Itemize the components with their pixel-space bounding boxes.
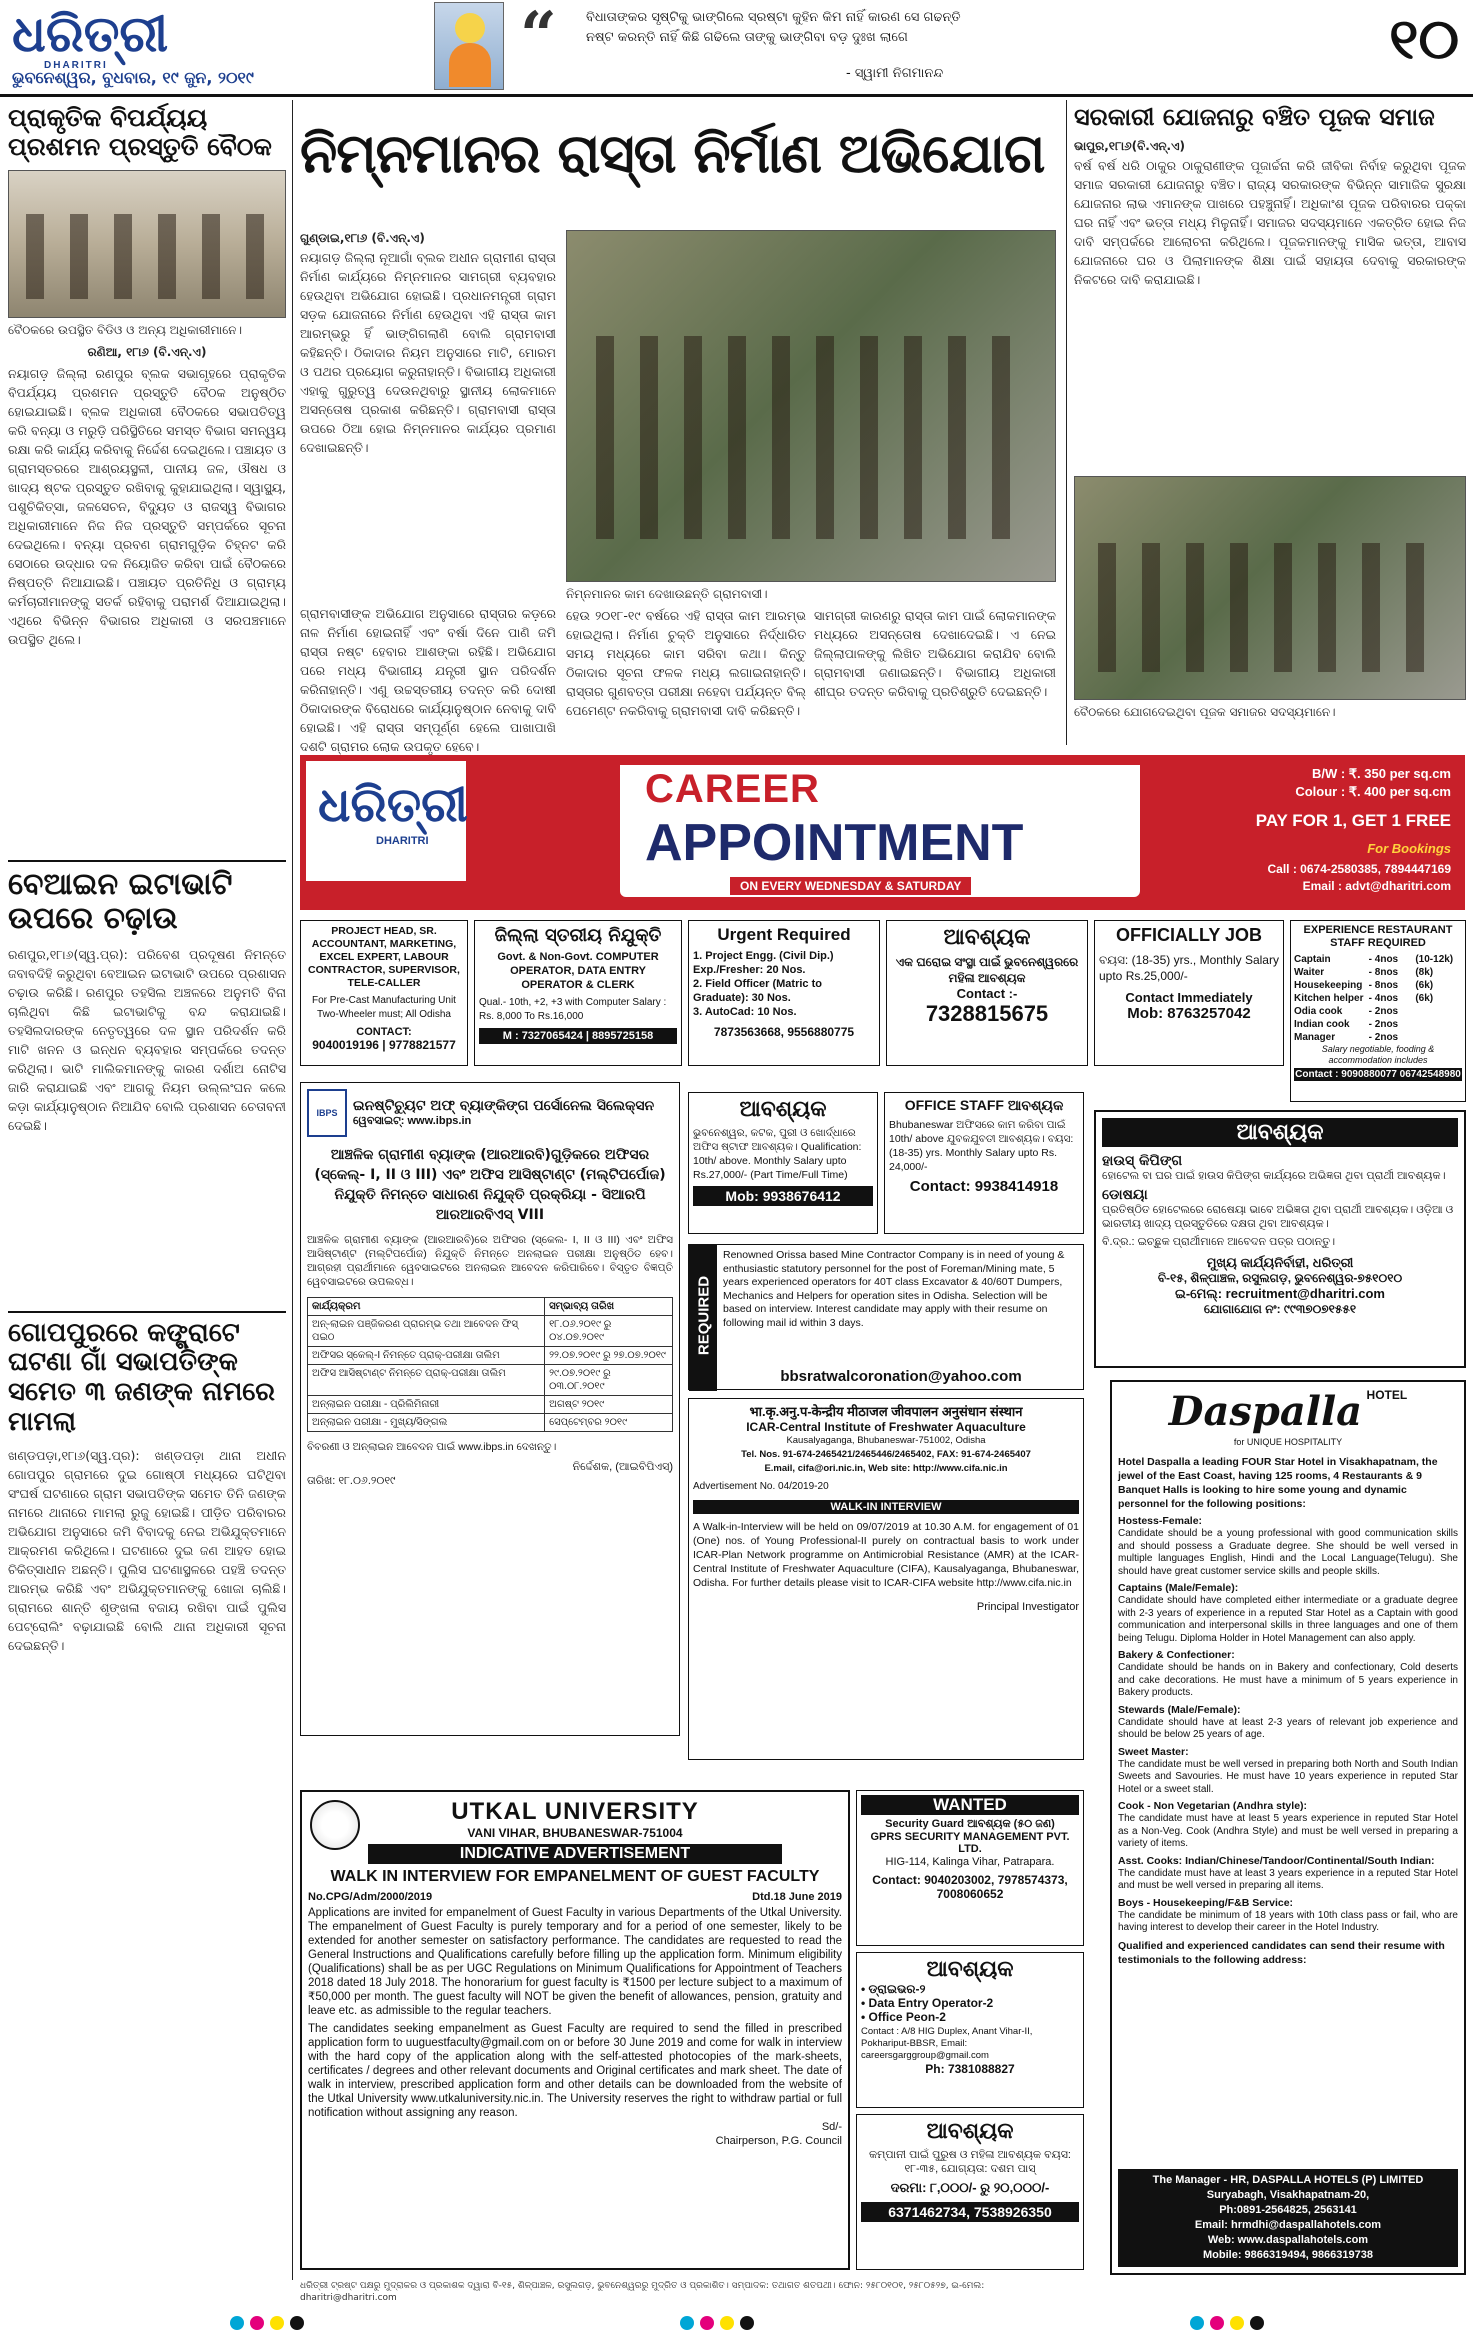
- position-title: Bakery & Confectioner:: [1118, 1649, 1235, 1661]
- staff-cell: Indian cook: [1294, 1019, 1350, 1030]
- staff-cell: - 2nos: [1368, 1032, 1399, 1043]
- road-photo: [566, 230, 1056, 582]
- classified-ad[interactable]: ଆବଶ୍ୟକ ଏକ ଘରୋଇ ସଂସ୍ଥା ପାଇଁ ଭୁବନେଶ୍ୱରରେ ମହିଳା ଆବଶ୍ୟକ Contact :- 7328815675: [886, 920, 1088, 1066]
- table-cell: ସେପ୍ଟେମ୍ବର ୨୦୧୯: [545, 1414, 673, 1432]
- mine-contractor-ad[interactable]: REQUIRED Renowned Orissa based Mine Contractor Company is in need of young & enthusiastic statutory personnel for the post of Foreman/Mining mate, 5 years experienced operators for 40T class Excavator & 40/60T Dumpers, Mechanics and Helpers for operation sites in Odisha. Selection will be based on interview. Interest candidate may apply with their resume on following mail id within 3 days. bbsratwalcoronation@yahoo.com: [688, 1244, 1084, 1390]
- lead-body: ନୟାଗଡ଼ ଜିଲ୍ଲା ନୂଆଗାଁ ବ୍ଲକ ଅଧୀନ ଗ୍ରାମୀଣ ରାସ୍ତା ନିର୍ମାଣ କାର୍ଯ୍ୟରେ ନିମ୍ନମାନର ସାମଗ୍ରୀ ବ୍ୟବହାର ହେଉଥିବା ଅଭିଯୋଗ ହୋଇଛି। ପ୍ରଧାନମନ୍ତ୍ରୀ ଗ୍ରାମ ସଡ଼କ ଯୋଜନାରେ ନିର୍ମାଣ ହେଉଥିବା ଏହି ରାସ୍ତା କାମ ଆରମ୍ଭରୁ ହିଁ ଭାଙ୍ଗିଗଲାଣି ବୋଲି ଗ୍ରାମବାସୀ କହିଛନ୍ତି। ଠିକାଦାର ନିୟମ ଅନୁସାରେ ମାଟି, ମୋରମ ଓ ପଥର ପ୍ରୟୋଗ କରୁନାହାନ୍ତି। ବିଭାଗୀୟ ଅଧିକାରୀ ଏହାକୁ ଗୁରୁତ୍ୱ ଦେଉନଥିବାରୁ ସ୍ଥାନୀୟ ଲୋକମାନେ ଅସନ୍ତୋଷ ପ୍ରକାଶ କରିଛନ୍ତି। ଗ୍ରାମବାସୀ ରାସ୍ତା ଉପରେ ଠିଆ ହୋଇ ନିମ୍ନମାନର କାର୍ଯ୍ୟର ପ୍ରମାଣ ଦେଖାଇଛନ୍ତି।: [300, 250, 556, 455]
- banner-career: CAREER: [645, 767, 820, 811]
- ibps-schedule-table: [307, 1297, 673, 1432]
- position-title: Stewards (Male/Female):: [1118, 1703, 1241, 1716]
- table-row: [308, 1298, 673, 1316]
- staff-cell: Manager: [1294, 1032, 1336, 1043]
- staff-row: [1294, 992, 1462, 1005]
- position-title: Captains (Male/Female):: [1118, 1582, 1239, 1594]
- staff-cell: [1415, 1031, 1462, 1044]
- position-description: The candidate must be well versed in preparing both North and South Indian Sweets and Savouries. He must have 10 years experience in reputed Star Hotel or a sweet stall.: [1118, 1758, 1458, 1795]
- career-appointment-banner: [300, 755, 1465, 910]
- staff-row: [1294, 1018, 1462, 1031]
- table-row: [308, 1414, 673, 1432]
- university-seal-icon: [310, 1800, 360, 1850]
- photo-caption: ନିମ୍ନମାନର କାମ ଦେଖାଉଛନ୍ତି ଗ୍ରାମବାସୀ।: [566, 587, 768, 601]
- lead-body: ହେଉ ୨୦୧୮-୧୯ ବର୍ଷରେ ଏହି ରାସ୍ତା କାମ ଆରମ୍ଭ ହୋଇଥିଲା। ନିର୍ମାଣ ଚୁକ୍ତି ଅନୁସାରେ ନିର୍ଦ୍ଧାରିତ ସମୟ ମଧ୍ୟରେ କାମ ସରିବା କଥା। କିନ୍ତୁ ଠିକାଦାର ସୂଚନା ଫଳକ ମଧ୍ୟ ଲଗାଇନାହାନ୍ତି। ରାସ୍ତାର ଗୁଣବତ୍ତା ପରୀକ୍ଷା ନହେବା ପର୍ଯ୍ୟନ୍ତ ବିଲ୍ ପେମେଣ୍ଟ ନକରିବାକୁ ଗ୍ରାମବାସୀ ଦାବି କରିଛନ୍ତି।: [566, 608, 806, 718]
- position-description: The candidate must have at least 5 years experience in reputed Star Hotel as a Non-Veg. Cook (Andhra Style) and must be well versed in preparing a variety of items.: [1118, 1813, 1458, 1849]
- banner-rates: B/W : ₹. 350 per sq.cm Colour : ₹. 400 per sq.cm: [1295, 766, 1451, 799]
- table-row: [308, 1396, 673, 1414]
- registration-marks: [680, 2316, 754, 2330]
- table-row: [308, 1316, 673, 1347]
- masthead: [0, 0, 1473, 96]
- lead-headline[interactable]: ନିମ୍ନମାନର ରାସ୍ତା ନିର୍ମାଣ ଅଭିଯୋଗ: [300, 122, 1045, 185]
- ibps-notice[interactable]: IBPS ଇନଷ୍ଟିଚ୍ୟୁଟ ଅଫ୍ ବ୍ୟାଙ୍କିଙ୍ଗ ପର୍ସୋନେଲ ସିଲେକ୍ସନ ୱେବସାଇଟ୍: www.ibps.in ଆଞ୍ଚଳିକ ଗ୍ରାମୀଣ ବ୍ୟାଙ୍କ (ଆରଆରବି)ଗୁଡ଼ିକରେ ଅଫିସର (ସ୍କେଲ୍- I, II ଓ III) ଏବଂ ଅଫିସ ଆସିଷ୍ଟାଣ୍ଟ (ମଲ୍ଟିପର୍ପୋଜ) ନିଯୁକ୍ତି ନିମନ୍ତେ ସାଧାରଣ ନିଯୁକ୍ତି ପ୍ରକ୍ରିୟା - ସିଆରପି ଆରଆରବିଏସ୍ VIII ଆଞ୍ଚଳିକ ଗ୍ରାମୀଣ ବ୍ୟାଙ୍କ (ଆରଆରବି)ରେ ଅଫିସର (ସ୍କେଲ- I, II ଓ III) ଏବଂ ଅଫିସ ଆସିଷ୍ଟାଣ୍ଟ (ମଲ୍ଟିପର୍ପୋଜ) ନିଯୁକ୍ତି ନିମନ୍ତେ ଅନଲାଇନ ପରୀକ୍ଷା ଅନୁଷ୍ଠିତ ହେବ। ଆଗ୍ରହୀ ପ୍ରାର୍ଥୀମାନେ ୱେବସାଇଟରେ ଅନଲାଇନ ଆବେଦନ କରିପାରିବେ। ବିସ୍ତୃତ ବିଜ୍ଞପ୍ତି ୱେବସାଇଟରେ ଉପଲବ୍ଧ। କାର୍ଯ୍ୟକ୍ରମ ସମ୍ଭାବ୍ୟ ତାରିଖ ଅନ୍-ଲାଇନ ପଞ୍ଜିକରଣ ପ୍ରାରମ୍ଭ ତଥା ଆବେଦନ ଫିସ୍ ପଇଠ ୧୮.୦୬.୨୦୧୯ ରୁ ୦୪.୦୭.୨୦୧୯ ଅଫିସର ସ୍କେଲ୍-I ନିମନ୍ତେ ପ୍ରାକ୍-ପରୀକ୍ଷା ତାଲିମ ୨୨.୦୭.୨୦୧୯ ରୁ ୨୭.୦୭.୨୦୧୯ ଅଫିସ ଆସିଷ୍ଟାଣ୍ଟ ନିମନ୍ତେ ପ୍ରାକ୍-ପରୀକ୍ଷା ତାଲିମ ୨୯.୦୭.୨୦୧୯ ରୁ ୦୩.୦୮.୨୦୧୯ ଅନ୍‌ଲାଇନ ପରୀକ୍ଷା - ପ୍ରିଲିମିନାରୀ ଅଗଷ୍ଟ ୨୦୧୯ ଅନ୍‌ଲାଇନ ପରୀକ୍ଷା - ମୁଖ୍ୟ/ସିଙ୍ଗଲ ସେପ୍ଟେମ୍ବର ୨୦୧୯ ବିବରଣୀ ଓ ଅନ୍ଲାଇନ ଆବେଦନ ପାଇଁ www.ibps.in ଦେଖନ୍ତୁ। ନିର୍ଦ୍ଦେଶକ, (ଆଇବିପିଏସ୍) ତାରିଖ: ୧୮.୦୬.୨୦୧୯: [300, 1082, 680, 1736]
- banner-offer: PAY FOR 1, GET 1 FREE: [1255, 811, 1451, 830]
- banner-contact: Call : 0674-2580385, 7894447169 Email : advt@dharitri.com: [1267, 862, 1451, 893]
- story-dateline: ରଣିଆ, ୧୮ା୬ (ବି.ଏନ୍.ଏ): [87, 344, 207, 359]
- staff-cell: Waiter: [1294, 967, 1325, 978]
- staff-cell: - 2nos: [1368, 1019, 1399, 1030]
- table-cell: ଅନ୍‌ଲାଇନ ପରୀକ୍ଷା - ମୁଖ୍ୟ/ସିଙ୍ଗଲ: [308, 1414, 545, 1432]
- table-cell: ସମ୍ଭାବ୍ୟ ତାରିଖ: [545, 1298, 673, 1316]
- position-description: The candidate must have at least 3 years experience in a reputed Star Hotel and must be well versed in preparing all items.: [1118, 1867, 1458, 1891]
- registration-marks: [1190, 2316, 1264, 2330]
- staff-cell: - 8nos: [1368, 967, 1399, 978]
- staff-cell: (6k): [1415, 993, 1434, 1004]
- staff-cell: - 4nos: [1368, 993, 1399, 1004]
- story-headline[interactable]: ବେଆଇନ ଇଟାଭାଟି ଉପରେ ଚଢ଼ାଉ: [8, 866, 233, 936]
- story-headline[interactable]: ଗୋପପୁରରେ କଙ୍ଗ୍ରାଟେ ଘଟଣା ଗାଁ ସଭାପତିଙ୍କ ସମେତ ୩ ଜଣଙ୍କ ନାମରେ ମାମଲା: [8, 1317, 276, 1438]
- table-cell: ଅଫିସ ଆସିଷ୍ଟାଣ୍ଟ ନିମନ୍ତେ ପ୍ରାକ୍-ପରୀକ୍ଷା ତାଲିମ: [308, 1365, 545, 1396]
- dharitri-recruitment-ad[interactable]: ଆବଶ୍ୟକ ହାଉସ୍ କିପିଙ୍ଗ ହୋଟେଲ ବା ଘର ପାଇଁ ହାଉସ କିପିଙ୍ଗ କାର୍ଯ୍ୟରେ ଅଭିଜ୍ଞତା ଥିବା ପ୍ରାର୍ଥୀ ଆବଶ୍ୟକ। ଡୋଷୟା ପ୍ରତିଷ୍ଠିତ ହୋଟେଲରେ ରୋଷେୟା ଭାବେ ଅଭିଜ୍ଞତା ଥିବା ପ୍ରାର୍ଥୀ ଆବଶ୍ୟକ। ଓଡ଼ିଆ ଓ ଭାରତୀୟ ଖାଦ୍ୟ ପ୍ରସ୍ତୁତିରେ ଦକ୍ଷତା ଥିବା ଆବଶ୍ୟକ। ବି.ଦ୍ର.: ଇଚ୍ଛୁକ ପ୍ରାର୍ଥୀମାନେ ଆବେଦନ ପତ୍ର ପଠାନ୍ତୁ। ମୁଖ୍ୟ କାର୍ଯ୍ୟନିର୍ବାହୀ, ଧରିତ୍ରୀ ବି-୧୫, ଶିଳ୍ପାଞ୍ଚଳ, ରସୁଲଗଡ଼, ଭୁବନେଶ୍ୱର-୭୫୧୦୧୦ ଇ-ମେଲ୍: recruitment@dharitri.com ଯୋଗାଯୋଗ ନଂ: ୯୯୩୭୦୭୧୫୫୧: [1094, 1110, 1466, 1368]
- ibps-logo-icon: IBPS: [307, 1089, 347, 1137]
- position-description: Candidate should have completed either intermediate or a graduate degree with 2-3 years of experience in a reputed Star Hotel as a Captain with good communication and interpersonal skills in three languages and one of them being Telugu. Diploma Holder in Hotel Management can also apply.: [1118, 1595, 1458, 1644]
- lead-body: ସାମଗ୍ରୀ କାରଣରୁ ରାସ୍ତା କାମ ପାଇଁ ଲୋକମାନଙ୍କ ମଧ୍ୟରେ ଅସନ୍ତୋଷ ଦେଖାଦେଇଛି। ଏ ନେଇ ଜିଲ୍ଲାପାଳଙ୍କୁ ଲିଖିତ ଅଭିଯୋଗ କରାଯିବ ବୋଲି ଗ୍ରାମବାସୀ ଜଣାଇଛନ୍ତି। ବିଭାଗୀୟ ଅଧିକାରୀ ଶୀଘ୍ର ତଦନ୍ତ କରିବାକୁ ପ୍ରତିଶ୍ରୁତି ଦେଇଛନ୍ତି।: [814, 608, 1056, 699]
- registration-marks: [230, 2316, 304, 2330]
- staff-cell: [1415, 1005, 1462, 1018]
- classified-ad[interactable]: Urgent Required 1. Project Engg. (Civil Dip.) Exp./Fresher: 20 Nos. 2. Field Officer (Matric to Graduate): 30 Nos. 3. AutoCad: 10 Nos. 7873563668, 9556880775: [688, 920, 880, 1066]
- table-cell: ଅନ୍-ଲାଇନ ପଞ୍ଜିକରଣ ପ୍ରାରମ୍ଭ ତଥା ଆବେଦନ ଫିସ୍ ପଇଠ: [308, 1316, 545, 1347]
- banner-bookings-label: For Bookings: [1367, 841, 1451, 856]
- banner-logo[interactable]: ଧରିତ୍ରୀ DHARITRI: [306, 761, 466, 881]
- position-description: The candidate be minimum of 18 years with 10th class pass or fail, who are having interest to develop their career in the Hotel Industry.: [1118, 1909, 1458, 1933]
- dateline: ଭୁବନେଶ୍ୱର, ବୁଧବାର, ୧୯ ଜୁନ, ୨୦୧୯: [12, 68, 254, 87]
- classified-ad[interactable]: OFFICE STAFF ଆବଶ୍ୟକ Bhubaneswar ଅଫିସରେ କାମ କରିବା ପାଇଁ 10th/ above ଯୁବକଯୁବତୀ ଆବଶ୍ୟକ। ବୟସ: (18-35) yrs. Monthly Salary upto Rs. 24,000/- Contact: 9938414918: [884, 1092, 1084, 1234]
- staff-cell: (10-12k): [1415, 954, 1454, 965]
- position-title: Boys - Housekeeping/F&B Service:: [1118, 1896, 1294, 1909]
- table-cell: ଅଗଷ୍ଟ ୨୦୧୯: [545, 1396, 673, 1414]
- classified-ad[interactable]: EXPERIENCE RESTAURANT STAFF REQUIRED Captain - 4nos (10-12k) Waiter - 8nos (8k) Housekeeping - 8nos (6k) Kitchen helper - 4nos (6k) Odia cook - 2nos Indian cook - 2nos Manager - 2nos Salary negotiable, fooding & accommodation includes Contact : 9090880077 06742548980: [1290, 920, 1466, 1102]
- newspaper-logo[interactable]: ଧରିତ୍ରୀ DHARITRI: [12, 4, 169, 71]
- staff-cell: Housekeeping: [1294, 980, 1363, 991]
- page-number: ୧୦: [1389, 7, 1459, 72]
- classified-ad[interactable]: PROJECT HEAD, SR. ACCOUNTANT, MARKETING, EXCEL EXPERT, LABOUR CONTRACTOR, SUPERVISOR, TELE-CALLER For Pre-Cast Manufacturing Unit Two-Wheeler must; All Odisha CONTACT: 9040019196 | 9778821577: [300, 920, 468, 1066]
- position-title: Sweet Master:: [1118, 1745, 1189, 1758]
- table-cell: ଅନ୍‌ଲାଇନ ପରୀକ୍ଷା - ପ୍ରିଲିମିନାରୀ: [308, 1396, 545, 1414]
- classified-ad[interactable]: ଆବଶ୍ୟକ • ଡ୍ରାଇଭର-୨ • Data Entry Operator-2 • Office Peon-2 Contact : A/8 HIG Duplex, Anant Vihar-II, Pokhariput-BBSR, Email: careersgarggroup@gmail.com Ph: 7381088827: [856, 1952, 1084, 2108]
- staff-row: [1294, 966, 1462, 979]
- photo-caption: ବୈଠକରେ ଉପସ୍ଥିତ ବିଡିଓ ଓ ଅନ୍ୟ ଅଧିକାରୀମାନେ।: [8, 322, 242, 337]
- meeting-photo: [1074, 476, 1466, 700]
- staff-row: [1294, 1005, 1462, 1018]
- saint-portrait: [434, 2, 504, 90]
- banner-schedule: ON EVERY WEDNESDAY & SATURDAY: [730, 877, 971, 895]
- story-headline[interactable]: ପ୍ରାକୃତିକ ବିପର୍ଯ୍ୟୟ ପ୍ରଶମନ ପ୍ରସ୍ତୁତି ବୈଠକ: [8, 103, 272, 161]
- table-cell: ୨୨.୦୭.୨୦୧୯ ରୁ ୨୭.୦୭.୨୦୧୯: [545, 1347, 673, 1365]
- story-body: ରଣପୁର,୧୮ା୬(ସ୍ୱ.ପ୍ର): ପରିବେଶ ପ୍ରଦୂଷଣ ନିମନ୍ତେ ଜବାବଦିହି କରୁଥିବା ବେଆଇନ ଇଟାଭାଟି ଉପରେ ପ୍ରଶାସନ ଚଢ଼ାଉ କରିଛି। ରଣପୁର ତହସିଲ ଅଞ୍ଚଳରେ ଅନୁମତି ବିନା ଚାଲିଥିବା କିଛି ଇଟାଭାଟିକୁ ବନ୍ଦ କରାଯାଇଛି। ତହସିଲଦାରଙ୍କ ନେତୃତ୍ୱରେ ଦଳ ସ୍ଥାନ ପରିଦର୍ଶନ କରି ମାଟି ଖନନ ଓ ଇନ୍ଧନ ବ୍ୟବହାର ସମ୍ପର୍କରେ ତଦନ୍ତ କରିଥିଲା। ଭାଟି ମାଲିକମାନଙ୍କୁ କାରଣ ଦର୍ଶାଅ ନୋଟିସ ଜାରି କରାଯାଇଛି ଏବଂ ଆଗକୁ ନିୟମ ଉଲ୍ଲଂଘନ କଲେ କଡ଼ା କାର୍ଯ୍ୟାନୁଷ୍ଠାନ ନିଆଯିବ ବୋଲି ପ୍ରଶାସନ ଚେତାବନୀ ଦେଇଛି।: [8, 946, 286, 1133]
- position-title: Asst. Cooks: Indian/Chinese/Tandoor/Continental/South Indian:: [1118, 1854, 1435, 1867]
- story-body: ବର୍ଷ ବର୍ଷ ଧରି ଠାକୁର ଠାକୁରାଣୀଙ୍କ ପୂଜାର୍ଚ୍ଚନା କରି ଜୀବିକା ନିର୍ବାହ କରୁଥିବା ପୂଜକ ସମାଜ ସରକାରୀ ଯୋଜନାରୁ ବଞ୍ଚିତ। ରାଜ୍ୟ ସରକାରଙ୍କ ବିଭିନ୍ନ ସାମାଜିକ ସୁରକ୍ଷା ଯୋଜନାର ଲାଭ ଏମାନଙ୍କ ପାଖରେ ପହଞ୍ଚୁନାହିଁ। ଅଧିକାଂଶ ପୂଜକ ପରିବାରର ପକ୍କା ଘର ନାହିଁ ଏବଂ ଭତ୍ତା ମଧ୍ୟ ମିଳୁନାହିଁ। ସମାଜର ସଦସ୍ୟମାନେ ଏକତ୍ରିତ ହୋଇ ନିଜ ଦାବି ସମ୍ପର୍କରେ ଆଲୋଚନା କରିଥିଲେ। ପୂଜକମାନଙ୍କୁ ମାସିକ ଭତ୍ତା, ଆବାସ ଯୋଜନାରେ ଘର ଓ ପିଲାମାନଙ୍କ ଶିକ୍ଷା ପାଇଁ ସହାୟତା ଦେବାକୁ ସରକାରଙ୍କ ନିକଟରେ ଦାବି କରାଯାଇଛି।: [1074, 157, 1466, 287]
- lead-body: ଗ୍ରାମବାସୀଙ୍କ ଅଭିଯୋଗ ଅନୁସାରେ ରାସ୍ତାର କଡ଼ରେ ନାଳ ନିର୍ମାଣ ହୋଇନାହିଁ ଏବଂ ବର୍ଷା ଦିନେ ପାଣି ଜମି ରାସ୍ତା ନଷ୍ଟ ହେବାର ଆଶଙ୍କା ରହିଛି। ଅଭିଯୋଗ ପରେ ମଧ୍ୟ ବିଭାଗୀୟ ଯନ୍ତ୍ରୀ ସ୍ଥାନ ପରିଦର୍ଶନ କରିନାହାନ୍ତି। ଏଣୁ ଉଚ୍ଚସ୍ତରୀୟ ତଦନ୍ତ କରି ଦୋଷୀ ଠିକାଦାରଙ୍କ ବିରୋଧରେ କାର୍ଯ୍ୟାନୁଷ୍ଠାନ ନେବାକୁ ଦାବି ହୋଇଛି। ଏହି ରାସ୍ତା ସମ୍ପୂର୍ଣ୍ଣ ହେଲେ ପାଖାପାଖି ଦଶଟି ଗ୍ରାମର ଲୋକ ଉପକୃତ ହେବେ।: [300, 606, 556, 754]
- table-cell: କାର୍ଯ୍ୟକ୍ରମ: [308, 1298, 545, 1316]
- printer-imprint: ଧରିତ୍ରୀ ଟ୍ରଷ୍ଟ ପକ୍ଷରୁ ମୁଦ୍ରାକର ଓ ପ୍ରକାଶକ ଦ୍ୱାରା ବି-୧୫, ଶିଳ୍ପାଞ୍ଚଳ, ରସୁଲଗଡ଼, ଭୁବନେଶ୍ୱରରୁ ମୁଦ୍ରିତ ଓ ପ୍ରକାଶିତ। ସମ୍ପାଦକ: ତଥାଗତ ଶତପଥୀ। ଫୋନ: ୨୫୮୦୧୦୧, ୨୫୮୦୫୨୭, ଇ-ମେଲ: dharitri@dharitri.com: [300, 2281, 985, 2303]
- table-row: [308, 1347, 673, 1365]
- position-title: Cook - Non Vegetarian (Andhra style):: [1118, 1800, 1308, 1812]
- position-description: Candidate should be a young professional with good communication skills and should possess a Graduate degree. She should be well versed in multiple languages English, Hindi and the Local Language(Telugu). She should have great customer service skills and people skills.: [1118, 1528, 1458, 1577]
- utkal-university-ad[interactable]: UTKAL UNIVERSITY VANI VIHAR, BHUBANESWAR-751004 INDICATIVE ADVERTISEMENT WALK IN INTERVIEW FOR EMPANELMENT OF GUEST FACULTY No.CPG/Adm/2000/2019 Dtd.18 June 2019 Applications are invited for empanelment of Guest Faculty in various Departments of the Utkal University. The empanelment of Guest Faculty is purely temporary and for a period of one semester, likely to be extended for another semester on satisfactory performance. The candidates are requested to read the General Instructions and Qualifications carefully before filling up the application form. Minimum eligibility (Qualifications) shall be as per UGC Regulations on Minimum Qualifications for Appointment of Teachers 2018 dated 18 July 2018. The honorarium for guest faculty is ₹1500 per lecture subject to a maximum of ₹50,000 per month. The guest faculty will NOT be given the benefit of allowances, pension, gratuity and leave etc. as admissible to the regular teachers. The candidates seeking empanelment as Guest Faculty are required to send the filled in prescribed application form to uuguestfaculty@gmail.com on or before 30 June 2019 and come for walk in interview with the hard copy of the application along with the self-attested photocopies of the mark-sheets, certificates / degrees and other relevant documents and Original certificates and mark sheet. The date of walk in interview, prescribed application form and other details can be downloaded from the website of the Utkal University www.utkaluniversity.nic.in. The University reserves the right to withdraw partial or full notification without assigning any reason. Sd/- Chairperson, P.G. Council: [300, 1790, 850, 2270]
- staff-cell: (6k): [1415, 980, 1434, 991]
- classified-ad[interactable]: ଆବଶ୍ୟକ ଭୁବନେଶ୍ୱର, କଟକ, ପୁରୀ ଓ ଖୋର୍ଦ୍ଧାରେ ଅଫିସ ଷ୍ଟାଫ ଆବଶ୍ୟକ। Qualification: 10th/ above. Monthly Salary upto Rs.27,000/- (Part Time/Full Time) Mob: 9938676412: [688, 1092, 878, 1234]
- icar-cifa-notice[interactable]: भा.कृ.अनु.प-केन्द्रीय मीठाजल जीवपालन अनुसंधान संस्थान ICAR-Central Institute of Freshwater Aquaculture Kausalyaganga, Bhubaneswar-751002, Odisha Tel. Nos. 91-674-2465421/2465446/2465402, FAX: 91-674-2465407 E.mail, cifa@ori.nic.in, Web site: http://www.cifa.nic.in Advertisement No. 04/2019-20 WALK-IN INTERVIEW A Walk-in-Interview will be held on 09/07/2019 at 10.30 A.M. for engagement of 01 (One) nos. of Young Professional-II purely on contractual basis to work under ICAR-Plan Network programme on Antimicrobial Resistance (AMR) at the ICAR-Central Institute of Freshwater Aquaculture (CIFA), Kausalyaganga, Bhubaneswar, Odisha. For further details please visit to ICAR-CIFA website http://www.cifa.nic.in Principal Investigator: [688, 1398, 1084, 1760]
- classified-ad[interactable]: WANTED Security Guard ଆବଶ୍ୟକ (୫୦ ଜଣ) GPRS SECURITY MANAGEMENT PVT. LTD. HIG-114, Kalinga Vihar, Patrapara. Contact: 9040203002, 7978574373, 7008060652: [856, 1790, 1084, 1946]
- lead-story: [300, 104, 1060, 754]
- story-dateline: ଭାପୁର,୧୮ା୬(ବି.ଏନ୍.ଏ): [1074, 138, 1186, 153]
- staff-list: [1294, 953, 1462, 1044]
- staff-cell: - 8nos: [1368, 980, 1399, 991]
- classified-ad[interactable]: ଜିଲ୍ଲା ସ୍ତରୀୟ ନିଯୁକ୍ତି Govt. & Non-Govt. COMPUTER OPERATOR, DATA ENTRY OPERATOR & CLERK Qual.- 10th, +2, +3 with Computer Salary : Rs. 8,000 To Rs.16,000 M : 7327065424 | 8895725158: [474, 920, 682, 1066]
- photo-caption: ବୈଠକରେ ଯୋଗଦେଇଥିବା ପୂଜକ ସମାଜର ସଦସ୍ୟମାନେ।: [1074, 704, 1336, 719]
- quote-text: ବିଧାତାଙ୍କର ସୃଷ୍ଟିକୁ ଭାଙ୍ଗିଲେ ସ୍ରଷ୍ଟା କୁହିନ କିମ ନାହିଁ କାରଣ ସେ ଗଢନ୍ତି ନଷ୍ଟ କରନ୍ତି ନାହିଁ କିଛି ଗଢିଲେ ତାଙ୍କୁ ଭାଙ୍ଗିବା ବଡ଼ ଦୁଃଖ ଲାଗେ: [586, 10, 961, 45]
- story-headline[interactable]: ସରକାରୀ ଯୋଜନାରୁ ବଞ୍ଚିତ ପୂଜକ ସମାଜ: [1074, 103, 1435, 131]
- daspalla-hotel-ad[interactable]: Daspalla $^{HOTEL}$ for UNIQUE HOSPITALITY Hotel Daspalla a leading FOUR Star Hotel in Visakhapatnam, the jewel of the East Coast, having 125 rooms, 4 Restaurants & 9 Banquet Halls is looking to hire some young and dynamic personnel for the following positions: Hostess-Female: Candidate should be a young professional with good communication skills and should possess a Graduate degree. She should be well versed in multiple languages English, Hindi and the Local Language(Telugu). She should have great customer service skills and people skills. Captains (Male/Female): Candidate should have completed either intermediate or a graduate degree with 2-3 years of experience in a reputed Star Hotel as a Captain with good communication and interpersonal skills in three languages and one of them being Telugu. Diploma Holder in Hotel Management can also apply. Bakery & Confectioner: Candidate should be hands on in Bakery and confectionary, Cold deserts and cake decorations. He must have a minimum of 5 years experience in Bakery products. Stewards (Male/Female): Candidate should have at least 2-3 years of relevant job experience and should be below 25 years of age. Sweet Master: The candidate must be well versed in preparing both North and South Indian Sweets and Savouries. He must have 10 years experience in reputed Star Hotel or a sweet stall. Cook - Non Vegetarian (Andhra style): The candidate must have at least 5 years experience in reputed Star Hotel as a Non-Veg. Cook (Andhra Style) and must be well versed in preparing a variety of items. Asst. Cooks: Indian/Chinese/Tandoor/Continental/South Indian: The candidate must have at least 3 years experience in a reputed Star Hotel and must be well versed in preparing all items. Boys - Housekeeping/F&B Service: The candidate be minimum of 18 years with 10th class pass or fail, who are having interest to develop their career in the Hotel Industry. Qualified and experienced candidates can send their resume with testimonials to the following address: The Manager - HR, DASPALLA HOTELS (P) LIMITED Suryabagh, Visakhapatnam-20, Ph:0891-2564825, 2563141 Email: hrmdhi@daspallahotels.com Web: www.daspallahotels.com Mobile: 9866319494, 9866319738: [1110, 1380, 1466, 2275]
- staff-row: [1294, 953, 1462, 966]
- table-row: [308, 1365, 673, 1396]
- staff-row: [1294, 1031, 1462, 1044]
- position-title: Hostess-Female:: [1118, 1515, 1203, 1527]
- column-rule: [292, 100, 293, 2280]
- quote-author: - ସ୍ୱାମୀ ନିଗମାନନ୍ଦ: [846, 66, 944, 81]
- staff-cell: - 4nos: [1368, 954, 1399, 965]
- staff-row: [1294, 979, 1462, 992]
- story-body: ନୟାଗଡ଼ ଜିଲ୍ଲା ରଣପୁର ବ୍ଲକ ସଭାଗୃହରେ ପ୍ରାକୃତିକ ବିପର୍ଯ୍ୟୟ ପ୍ରଶମନ ପ୍ରସ୍ତୁତି ବୈଠକ ଅନୁଷ୍ଠିତ ହୋଇଯାଇଛି। ବ୍ଲକ ଅଧିକାରୀ ବୈଠକରେ ସଭାପତିତ୍ୱ କରି ବନ୍ୟା ଓ ମରୁଡ଼ି ପରିସ୍ଥିତିରେ ସମସ୍ତ ବିଭାଗ ସମନ୍ୱୟ ରକ୍ଷା କରି କାର୍ଯ୍ୟ କରିବାକୁ ନିର୍ଦ୍ଦେଶ ଦେଇଥିଲେ। ପଞ୍ଚାୟତ ଓ ଗ୍ରାମସ୍ତରରେ ଆଶ୍ରୟସ୍ଥଳୀ, ପାନୀୟ ଜଳ, ଔଷଧ ଓ ଖାଦ୍ୟ ଷ୍ଟକ ପ୍ରସ୍ତୁତ ରଖିବାକୁ କୁହାଯାଇଥିଲା। ସ୍ୱାସ୍ଥ୍ୟ, ପଶୁଚିକିତ୍ସା, ଜଳସେଚନ, ବିଦ୍ୟୁତ ଓ ରାଜସ୍ୱ ବିଭାଗର ଅଧିକାରୀମାନେ ନିଜ ନିଜ ପ୍ରସ୍ତୁତି ସମ୍ପର୍କରେ ସୂଚନା ଦେଇଥିଲେ। ବନ୍ୟା ପ୍ରବଣ ଗ୍ରାମଗୁଡ଼ିକ ଚିହ୍ନଟ କରି ସେଠାରେ ଉଦ୍ଧାର ଦଳ ନିୟୋଜିତ କରିବା ପାଇଁ ବୈଠକରେ ନିଷ୍ପତ୍ତି ନିଆଯାଇଛି। ପଞ୍ଚାୟତ ପ୍ରତିନିଧି ଓ ଗ୍ରାମ୍ୟ କର୍ମଚାରୀମାନଙ୍କୁ ସତର୍କ ରହିବାକୁ ପରାମର୍ଶ ଦିଆଯାଇଥିଲା। ଏଥିରେ ବିଭିନ୍ନ ବିଭାଗର ଅଧିକାରୀ ଓ ସରପଞ୍ଚମାନେ ଉପସ୍ଥିତ ଥିଲେ।: [8, 365, 287, 647]
- classified-ad[interactable]: OFFICIALLY JOB ବୟସ: (18-35) yrs., Monthly Salary upto Rs.25,000/- Contact Immediately Mob: 8763257042: [1094, 920, 1284, 1066]
- masthead-rule: [0, 94, 1473, 97]
- staff-cell: (8k): [1415, 967, 1434, 978]
- divider: [8, 860, 286, 862]
- column-rule: [1066, 100, 1067, 745]
- table-cell: ୧୮.୦୬.୨୦୧୯ ରୁ ୦୪.୦୭.୨୦୧୯: [545, 1316, 673, 1347]
- staff-cell: [1415, 1018, 1462, 1031]
- daspalla-logo: Daspalla: [1168, 1388, 1363, 1435]
- right-story: [1074, 104, 1466, 744]
- table-cell: ୨୯.୦୭.୨୦୧୯ ରୁ ୦୩.୦୮.୨୦୧୯: [545, 1365, 673, 1396]
- staff-cell: Captain: [1294, 954, 1331, 965]
- classified-ad[interactable]: ଆବଶ୍ୟକ କମ୍ପାନୀ ପାଇଁ ପୁରୁଷ ଓ ମହିଳା ଆବଶ୍ୟକ ବୟସ: ୧୮-୩୫, ଯୋଗ୍ୟତା: ଦଶମ ପାସ୍ ଦରମା: ୮,୦୦୦/- ରୁ ୨୦,୦୦୦/- 6371462734, 7538926350: [856, 2114, 1084, 2270]
- position-description: Candidate should have at least 2-3 years of relevant job experience and should be below 25 years of age.: [1118, 1716, 1458, 1740]
- quote-mark-icon: “: [520, 0, 557, 73]
- required-side-label: REQUIRED: [689, 1245, 717, 1391]
- staff-cell: - 2nos: [1368, 1006, 1399, 1017]
- divider: [8, 1311, 286, 1313]
- daspalla-address: The Manager - HR, DASPALLA HOTELS (P) LIMITED Suryabagh, Visakhapatnam-20, Ph:0891-2564825, 2563141 Email: hrmdhi@daspallahotels.com Web: www.daspallahotels.com Mobile: 9866319494, 9866319738: [1118, 2169, 1458, 2267]
- staff-cell: Odia cook: [1294, 1006, 1343, 1017]
- table-cell: ଅଫିସର ସ୍କେଲ୍-I ନିମନ୍ତେ ପ୍ରାକ୍-ପରୀକ୍ଷା ତାଲିମ: [308, 1347, 545, 1365]
- story-body: ଖଣ୍ଡପଡ଼ା,୧୮ା୬(ସ୍ୱ.ପ୍ର): ଖଣ୍ଡପଡ଼ା ଥାନା ଅଧୀନ ଗୋପପୁର ଗ୍ରାମରେ ଦୁଇ ଗୋଷ୍ଠୀ ମଧ୍ୟରେ ଘଟିଥିବା ସଂଘର୍ଷ ଘଟଣାରେ ଗ୍ରାମ ସଭାପତିଙ୍କ ସମେତ ତିନି ଜଣଙ୍କ ନାମରେ ଥାନାରେ ମାମଲା ରୁଜୁ ହୋଇଛି। ପୀଡ଼ିତ ପରିବାରର ଅଭିଯୋଗ ଅନୁସାରେ ଜମି ବିବାଦକୁ ନେଇ ଅଭିଯୁକ୍ତମାନେ ଆକ୍ରମଣ କରିଥିଲେ। ଘଟଣାରେ ଦୁଇ ଜଣ ଆହତ ହୋଇ ଚିକିତ୍ସାଧୀନ ଅଛନ୍ତି। ପୁଲିସ ଘଟଣାସ୍ଥଳରେ ପହଞ୍ଚି ତଦନ୍ତ ଆରମ୍ଭ କରିଛି ଏବଂ ଅଭିଯୁକ୍ତମାନଙ୍କୁ ଖୋଜା ଚାଲିଛି। ଗ୍ରାମରେ ଶାନ୍ତି ଶୃଙ୍ଖଳା ବଜାୟ ରଖିବା ପାଇଁ ପୁଲିସ ପେଟ୍ରୋଲିଂ ବଢ଼ାଯାଇଛି ବୋଲି ଥାନା ଅଧିକାରୀ ସୂଚନା ଦେଇଛନ୍ତି।: [8, 1448, 286, 1654]
- lead-dateline: ଗୁଣ୍ଡାଇ,୧୮ା୬ (ବି.ଏନ୍.ଏ): [300, 231, 425, 245]
- left-column: [8, 104, 286, 2274]
- position-description: Candidate should be hands on in Bakery and confectionary, Cold deserts and cake decorations. He must have a minimum of 5 years experience in Bakery products.: [1118, 1662, 1458, 1698]
- meeting-photo: [8, 170, 286, 318]
- banner-appointment: APPOINTMENT: [645, 814, 1024, 872]
- position-list: [1118, 1515, 1458, 1935]
- staff-cell: Kitchen helper: [1294, 993, 1364, 1004]
